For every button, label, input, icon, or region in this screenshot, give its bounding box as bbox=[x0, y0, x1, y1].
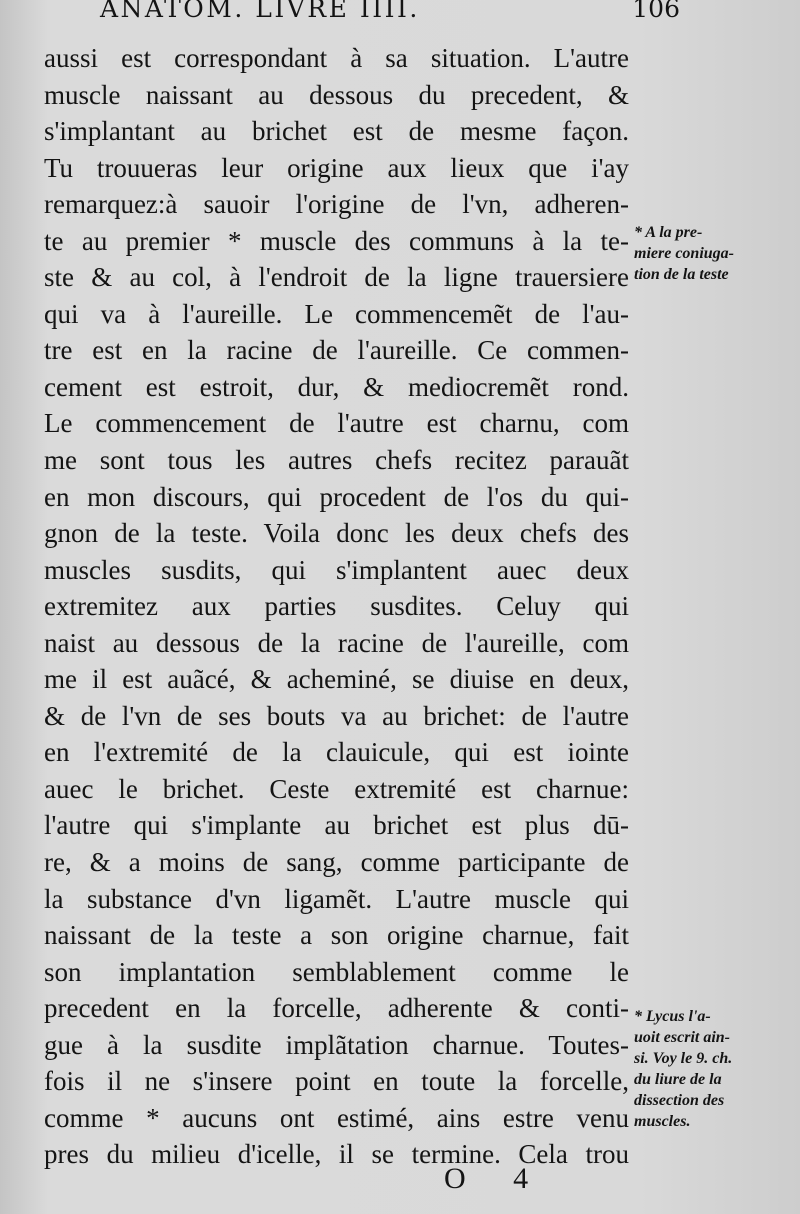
text-line: auec le brichet. Ceste extremité est charnue: bbox=[44, 773, 629, 804]
text-line: & de l'vn de ses bouts va au brichet: de l'autre bbox=[44, 700, 629, 731]
text-line: fois il ne s'insere point en toute la forcelle, bbox=[44, 1066, 629, 1097]
text-line: remarquez:à sauoir l'origine de l'vn, adheren- bbox=[44, 189, 629, 220]
margin-note-line: tion de la teste bbox=[634, 266, 729, 283]
text-line: ste & au col, à l'endroit de la ligne trauersiere bbox=[44, 262, 629, 293]
text-line: muscles susdits, qui s'implantent auec deux bbox=[44, 554, 629, 585]
text-line: comme * aucuns ont estimé, ains estre venu bbox=[44, 1102, 629, 1133]
text-line: son implantation semblablement comme le bbox=[44, 956, 629, 987]
text-line: gue à la susdite implãtation charnue. Toutes- bbox=[44, 1029, 629, 1060]
text-line: qui va à l'aureille. Le commencemẽt de l'au- bbox=[44, 298, 629, 329]
text-line: Tu trouueras leur origine aux lieux que i'ay bbox=[44, 152, 629, 183]
text-line: me sont tous les autres chefs recitez parauãt bbox=[44, 445, 629, 476]
text-line: re, & a moins de sang, comme participante de bbox=[44, 847, 629, 878]
text-line: te au premier * muscle des communs à la te- bbox=[44, 225, 629, 256]
text-line: gnon de la teste. Voila donc les deux chefs des bbox=[44, 518, 629, 549]
text-line: s'implantant au brichet est de mesme façon. bbox=[44, 116, 629, 147]
text-line: extremitez aux parties susdites. Celuy qui bbox=[44, 591, 629, 622]
page-header bbox=[100, 0, 680, 24]
margin-note-line: muscles. bbox=[634, 1113, 691, 1130]
text-line: pres du milieu d'icelle, il se termine. Cela trou bbox=[44, 1139, 629, 1170]
text-line: en l'extremité de la clauicule, qui est iointe bbox=[44, 737, 629, 768]
margin-note-line: miere coniuga- bbox=[634, 245, 734, 262]
text-line: aussi est correspondant à sa situation. L'autre bbox=[44, 43, 629, 73]
margin-note bbox=[634, 222, 734, 285]
text-line: tre est en la racine de l'aureille. Ce commen- bbox=[44, 335, 629, 366]
text-line: en mon discours, qui procedent de l'os du qui- bbox=[44, 481, 629, 512]
text-line: Le commencement de l'autre est charnu, com bbox=[44, 408, 629, 439]
main-text-block bbox=[44, 40, 629, 1173]
margin-note-line: * A la pre- bbox=[634, 224, 703, 241]
text-line: cement est estroit, dur, & mediocremẽt rond. bbox=[44, 371, 629, 402]
running-title: ANATOM. LIVRE IIII. bbox=[100, 0, 420, 23]
margin-note-line: uoit escrit ain- bbox=[634, 1029, 731, 1046]
page-number: 106 bbox=[632, 0, 680, 23]
text-line: muscle naissant au dessous du precedent, & bbox=[44, 79, 629, 110]
margin-note-line: * Lycus l'a- bbox=[634, 1008, 711, 1025]
text-line: precedent en la forcelle, adherente & conti- bbox=[44, 993, 629, 1024]
text-line: la substance d'vn ligamẽt. L'autre muscle qui bbox=[44, 883, 629, 914]
margin-note-line: dissection des bbox=[634, 1092, 725, 1109]
signature-mark: O 4 bbox=[444, 1162, 549, 1195]
margin-note-line: du liure de la bbox=[634, 1071, 722, 1088]
text-line: naist au dessous de la racine de l'aureille, com bbox=[44, 627, 629, 658]
text-line: l'autre qui s'implante au brichet est plus dū- bbox=[44, 810, 629, 841]
margin-note bbox=[634, 1006, 732, 1132]
text-line: me il est auãcé, & acheminé, se diuise en deux, bbox=[44, 664, 629, 695]
text-line: naissant de la teste a son origine charnue, fait bbox=[44, 920, 629, 951]
margin-note-line: si. Voy le 9. ch. bbox=[634, 1050, 733, 1067]
